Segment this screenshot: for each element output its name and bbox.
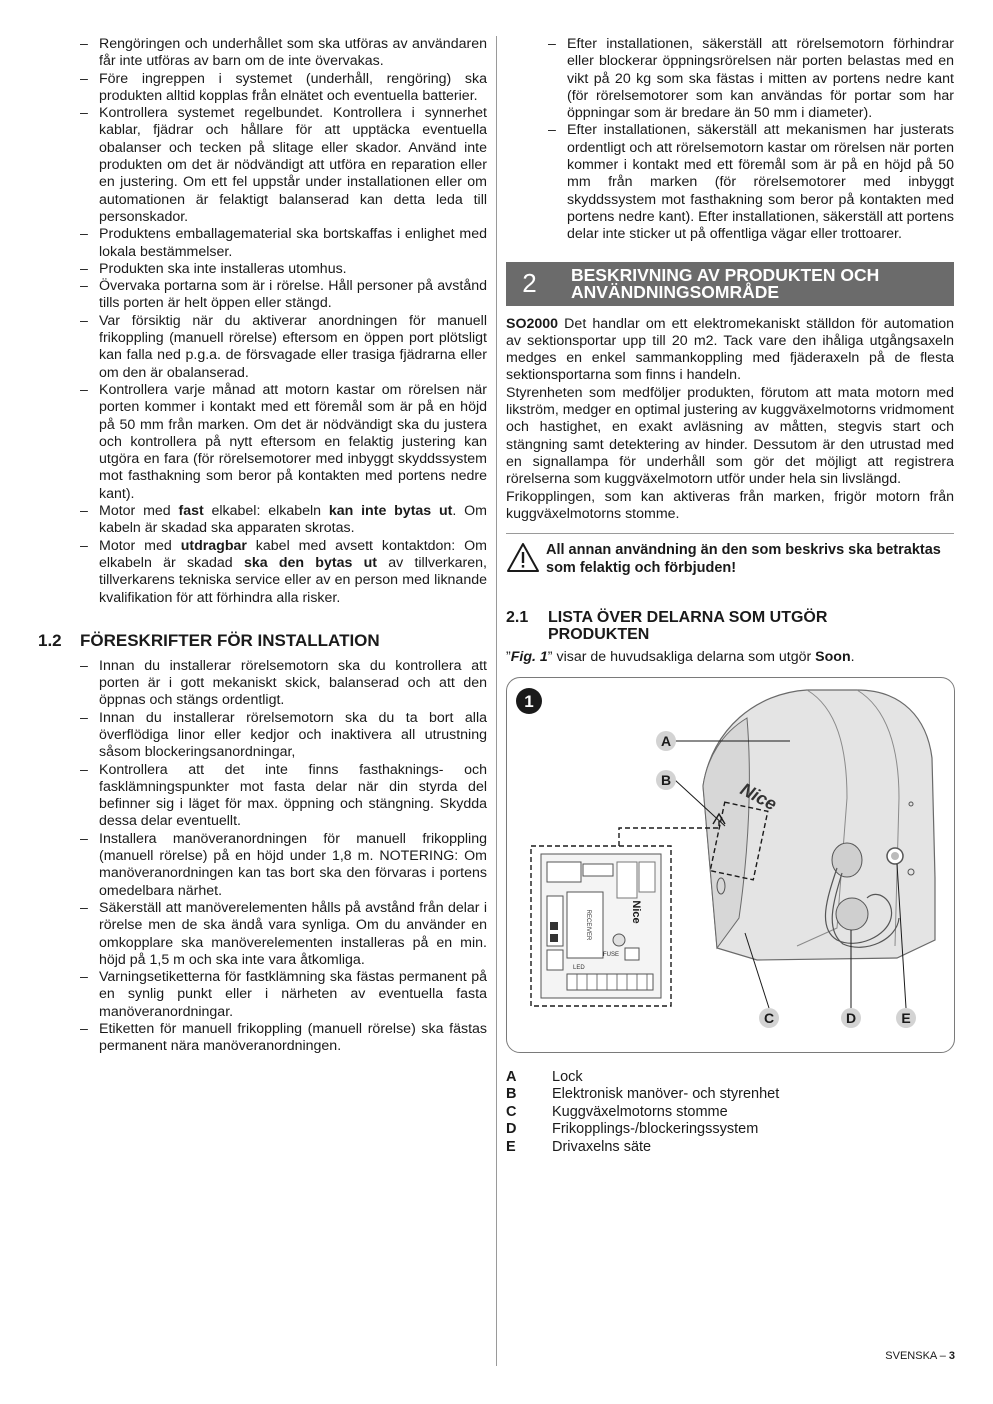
list-item: – Varningsetiketterna för fastklämning ska fästas permanent på en synlig punkt eller i närheten av eventuella fasta manöveranordningar. xyxy=(38,969,487,1021)
callout-e xyxy=(896,1008,916,1028)
warning-box xyxy=(506,533,954,579)
list-item: – Övervaka portarna som är i rörelse. Håll personer på avstånd tills porten är helt öppen eller stängd. xyxy=(38,278,487,313)
svg-text:FUSE: FUSE xyxy=(602,951,620,958)
warning-text: All annan användning än den som beskrivs ska betraktas som felaktig och förbjuden! xyxy=(546,542,941,576)
legend-row: C Kuggväxelmotorns stomme xyxy=(506,1103,728,1120)
terminal-block xyxy=(567,974,653,990)
page-footer: SVENSKA – 3 xyxy=(885,1350,955,1362)
list-item: – Produkten ska inte installeras utomhus. xyxy=(38,261,487,278)
motor-illustration xyxy=(507,678,954,1052)
list-item: – Efter installationen, säkerställ att mekanismen har justerats ordentligt och att rörelsemotorn kastar om rörelsen när porten kommer i kontakt med ett föremål som är på en höjd på 50 mm från marken (för rörelsemotorer med inbyggt skyddssystem mot fasthakning som beror på kontakten med portens nedre kant). Efter installationen, säkerställ att portens delar inte sticker ut på offentliga vägar eller trottoarer. xyxy=(506,122,954,243)
right-column xyxy=(506,36,954,1156)
section-title: LISTA ÖVER DELARNA SOM UTGÖR PRODUKTEN xyxy=(548,609,828,644)
callout-c xyxy=(759,1008,779,1028)
control-unit-paragraph: Styrenheten som medföljer produkten, förutom att mata motorn med likström, medger en optimal justering av kuggväxelmotorns vridmoment och hastighet, en exakt avläsning av måtten, stegvis start och stängning samt detektering av hinder. Dessutom är den utrustad med en signallampa för underhåll som gör det möjligt att registrera rörelserna som kuggväxelmotorn utför under hela sin livslängd. xyxy=(506,384,954,488)
list-item: – Före ingreppen i systemet (underhåll, rengöring) ska produkten alltid kopplas från elnätet och eventuella batterier. xyxy=(38,71,487,106)
callout-b xyxy=(656,770,676,790)
legend-row: A Lock xyxy=(506,1068,583,1085)
figure-reference: ”Fig. 1” visar de huvudsakliga delarna som utgör Soon. xyxy=(506,649,855,666)
figure-1 xyxy=(506,677,955,1053)
release-paragraph: Frikopplingen, som kan aktiveras från marken, frigör motorn från kuggväxelmotorns stomme. xyxy=(506,488,954,522)
list-item: – Kontrollera varje månad att motorn kastar om rörelsen när porten kommer i kontakt med ett föremål som är på en höjd på 50 mm från marken. Om det är nödvändigt ska du justera och kontrollera på nytt eftersom en felaktig justering kan utgöra en fara (för rörelsemotorer med inbyggt skyddssystem mot fasthakning som beror på kontakten med portens nedre kant). xyxy=(38,382,487,503)
list-item: – Var försiktig när du aktiverar anordningen för manuell frikoppling (manuell rörelse) eftersom en öppen port plötsligt kan falla ned p.g.a. de försvagade eller trasiga fjädrarna eller om den är obalanserad. xyxy=(38,313,487,382)
release-knob xyxy=(836,898,868,930)
section-number: 2.1 xyxy=(506,609,529,627)
legend-row: D Frikopplings-/blockeringssystem xyxy=(506,1121,759,1138)
list-item-fixed-cable: – Motor med fast elkabel: elkabeln kan inte bytas ut. Om kabeln är skadad ska apparaten skrotas. xyxy=(38,503,487,538)
section-heading-2-1 xyxy=(506,609,954,643)
list-item: – Innan du installerar rörelsemotorn ska du ta bort alla överflödiga linor eller kedjor och inaktivera all utrustning såsom blockeringsanordningar, xyxy=(38,710,487,762)
svg-text:E: E xyxy=(901,1009,911,1026)
callout-d xyxy=(841,1008,861,1028)
left-column xyxy=(38,36,487,1056)
column-divider xyxy=(496,36,497,1366)
list-item: – Kontrollera att det inte finns fasthaknings- och fasklämningspunkter mot fasta delar när din styrda del befinner sig i läget för max. öppning och stängning. Skydda dessa delar eventuellt. xyxy=(38,762,487,831)
svg-text:B: B xyxy=(660,771,672,788)
chapter-number: 2 xyxy=(522,267,537,298)
figure-number: 1 xyxy=(524,691,534,711)
list-item: – Installera manöveranordningen för manuell frikoppling (manuell rörelse) på en höjd under 1,8 m. NOTERING: Om manöveranordningen kan tas bort ska den förvaras i portens omedelbara närhet. xyxy=(38,831,487,900)
page-number: 3 xyxy=(948,1350,955,1362)
svg-text:LED: LED xyxy=(573,964,585,971)
list-item: – Produktens emballagematerial ska bortskaffas i enlighet med lokala bestämmelser. xyxy=(38,226,487,261)
receiver-module xyxy=(567,892,603,958)
list-item: – Etiketten för manuell frikoppling (manuell rörelse) ska fästas permanent nära manöveranordningen. xyxy=(38,1021,487,1056)
chapter-heading-2 xyxy=(506,262,954,306)
safety-list xyxy=(38,36,487,607)
svg-text:RECEIVER: RECEIVER xyxy=(585,909,591,941)
list-item-removable-cable: – Motor med utdragbar kabel med avsett kontaktdon: Om elkabeln är skadad ska den bytas ut av tillverkaren, tillverkarens tekniska service eller av en person med liknande kvalifikation för att förhindra alla risker. xyxy=(38,538,487,607)
list-item: – Efter installationen, säkerställ att rörelsemotorn förhindrar eller blockerar öppningsrörelsen när porten belastas med en vikt på 20 kg som ska fästas i mitten av portens nedre kant (för rörelsemotorer som kan användas för portar som har öppningar som är bredare än 50 mm i diameter). xyxy=(506,36,954,122)
legend-row: E Drivaxelns säte xyxy=(506,1138,652,1155)
product-intro: SO2000 Det handlar om ett elektromekaniskt ställdon för automation av sektionsportar upp till 20 m2. Tack vare den ihåliga utgångsaxeln medges en enkel sammankoppling med fjäderaxeln på de flesta sektionsportarna som finns i handeln. xyxy=(506,315,954,384)
svg-text:D: D xyxy=(845,1009,857,1026)
legend-row: B Elektronisk manöver- och styrenhet xyxy=(506,1086,780,1103)
list-item: – Kontrollera systemet regelbundet. Kontrollera i synnerhet kablar, fjädrar och hållare för att upptäcka eventuella obalanser och tecken på slitage eller skador. Använd inte produkten om det är nödvändigt att utföra en reparation eller en justering. Om ett fel uppstår under installationen eller om automationen är felaktigt balanserad kan detta leda till personskador. xyxy=(38,105,487,226)
installation-list xyxy=(38,658,487,1056)
section-title: FÖRESKRIFTER FÖR INSTALLATION xyxy=(80,630,380,650)
callout-a xyxy=(656,731,676,751)
svg-text:A: A xyxy=(660,732,672,749)
list-item: – Rengöringen och underhållet som ska utföras av användaren får inte utföras av barn om de inte övervakas. xyxy=(38,36,487,71)
section-heading-1-2 xyxy=(38,631,487,650)
svg-text:Nice: Nice xyxy=(630,900,642,924)
svg-text:C: C xyxy=(763,1009,775,1026)
brand-logo: Nice xyxy=(737,778,781,815)
list-item: – Säkerställ att manöverelementen hålls på avstånd från delar i rörelse men de ska ändå vara synliga. Om du använder en omkopplare ska manöverelementen installeras på en min. höjd på 1,5 m och ska inte vara åtkomliga. xyxy=(38,900,487,969)
post-install-list xyxy=(506,36,954,244)
warning-triangle-icon xyxy=(506,542,546,579)
chapter-title: BESKRIVNING AV PRODUKTEN OCH ANVÄNDNINGSOMRÅDE xyxy=(571,264,880,302)
list-item: – Innan du installerar rörelsemotorn ska du kontrollera att porten är i gott mekaniskt skick, balanserad och att den öppnas och stängs ordentligt. xyxy=(38,658,487,710)
section-number: 1.2 xyxy=(38,630,62,650)
figure-legend xyxy=(506,1069,954,1157)
